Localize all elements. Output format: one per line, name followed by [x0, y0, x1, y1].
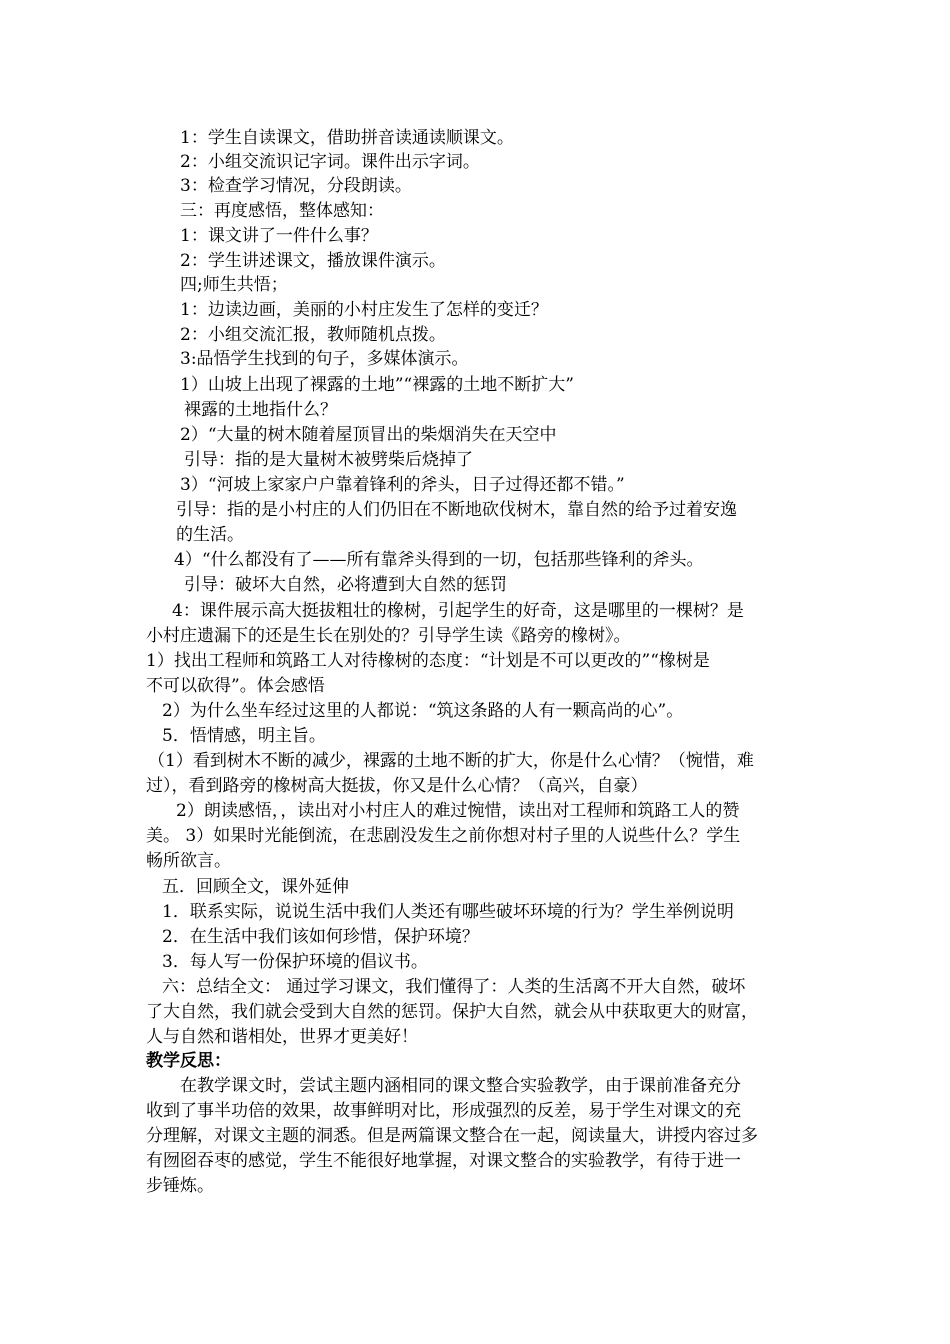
- oak-tree-intro-cont: 小村庄遗漏下的还是生长在别处的？引导学生读《路旁的橡树》。: [146, 626, 631, 646]
- quote-1-question: 裸露的土地指什么？: [184, 400, 337, 420]
- quote-3-guide: 引导：指的是小村庄的人们仍旧在不断地砍伐树木，靠自然的给予过着安逸: [176, 500, 737, 520]
- step-read-aloud: 1：学生自读课文，借助拼音读通读顺课文。: [180, 128, 514, 148]
- section-four-item-1: 1：边读边画，美丽的小村庄发生了怎样的变迁？: [180, 300, 548, 320]
- reflection-line-2: 收到了事半功倍的效果，故事鲜明对比，形成强烈的反差，易于学生对课文的充: [146, 1101, 741, 1121]
- noble-heart-question: 2）为什么坐车经过这里的人都说：“筑这条路的人有一颗高尚的心”。: [162, 701, 684, 721]
- step-group-words: 2：小组交流识记字词。课件出示字词。: [180, 152, 480, 172]
- quote-3-guide-cont: 的生活。: [176, 525, 244, 545]
- quote-1: 1）山坡上出现了裸露的土地”“裸露的土地不断扩大”: [180, 375, 574, 395]
- extension-item-1: 1．联系实际，说说生活中我们人类还有哪些破坏环境的行为？学生举例说明: [162, 902, 734, 922]
- quote-2: 2）“大量的树木随着屋顶冒出的柴烟消失在天空中: [180, 425, 557, 445]
- section-five-heading: 五．回顾全文，课外延伸: [162, 877, 349, 897]
- reflection-line-4: 有囫囵吞枣的感觉，学生不能很好地掌握，对课文整合的实验教学，有待于进一: [146, 1151, 741, 1171]
- reading-feeling: 2）朗读感悟，，读出对小村庄人的难过惋惜，读出对工程师和筑路工人的赞: [176, 801, 740, 821]
- reflection-line-3: 分理解，对课文主题的洞悉。但是两篇课文整合在一起，阅读量大，讲授内容过多: [146, 1126, 758, 1146]
- feeling-question-cont: 过），看到路旁的橡树高大挺拔，你又是什么心情？（高兴，自豪）: [146, 776, 648, 796]
- quote-2-guide: 引导：指的是大量树木被劈柴后烧掉了: [184, 450, 473, 470]
- quote-3: 3）“河坡上家家户户靠着锋利的斧头，日子过得还都不错。”: [180, 475, 625, 495]
- reflection-line-1: 在教学课文时，尝试主题内涵相同的课文整合实验教学，由于课前准备充分: [180, 1076, 741, 1096]
- quote-4-guide: 引导：破坏大自然，必将遭到大自然的惩罚: [184, 575, 507, 595]
- section-three-item-1: 1：课文讲了一件什么事？: [180, 226, 378, 246]
- quote-4: 4）“什么都没有了——所有靠斧头得到的一切，包括那些锋利的斧头。: [174, 550, 704, 570]
- section-four-item-3: 3:品悟学生找到的句子，多媒体演示。: [180, 349, 469, 369]
- extension-item-2: 2．在生活中我们该如何珍惜，保护环境？: [162, 927, 479, 947]
- section-six-summary-end: 人与自然和谐相处，世界才更美好！: [146, 1027, 418, 1047]
- step-five-heading: 5．悟情感，明主旨。: [162, 726, 326, 746]
- section-three-item-2: 2：学生讲述课文，播放课件演示。: [180, 251, 446, 271]
- section-four-heading: 四;师生共悟；: [180, 275, 288, 295]
- step-check-reading: 3：检查学习情况，分段朗读。: [180, 176, 412, 196]
- extension-item-3: 3．每人写一份保护环境的倡议书。: [162, 952, 428, 972]
- reading-feeling-cont: 美。 3）如果时光能倒流，在悲剧没发生之前你想对村子里的人说些什么？学生: [146, 826, 741, 846]
- reflection-heading: 教学反思：: [146, 1051, 231, 1071]
- reading-feeling-end: 畅所欲言。: [146, 851, 231, 871]
- section-four-item-2: 2：小组交流汇报，教师随机点拨。: [180, 325, 446, 345]
- oak-tree-attitude-cont: 不可以砍得”。体会感悟: [146, 676, 325, 696]
- oak-tree-attitude: 1）找出工程师和筑路工人对待橡树的态度：“计划是不可以更改的”“橡树是: [146, 651, 710, 671]
- feeling-question: （1）看到树木不断的减少，裸露的土地不断的扩大，你是什么心情？（惋惜，难: [148, 751, 754, 771]
- reflection-line-5: 步锤炼。: [146, 1176, 214, 1196]
- section-six-summary: 六：总结全文： 通过学习课文，我们懂得了：人类的生活离不开大自然，破坏: [162, 977, 746, 997]
- section-six-summary-cont: 了大自然，我们就会受到大自然的惩罚。保护大自然，就会从中获取更大的财富，: [146, 1002, 758, 1022]
- section-three-heading: 三：再度感悟，整体感知：: [180, 201, 384, 221]
- oak-tree-intro: 4：课件展示高大挺拔粗壮的橡树，引起学生的好奇，这是哪里的一棵树？是: [172, 601, 744, 621]
